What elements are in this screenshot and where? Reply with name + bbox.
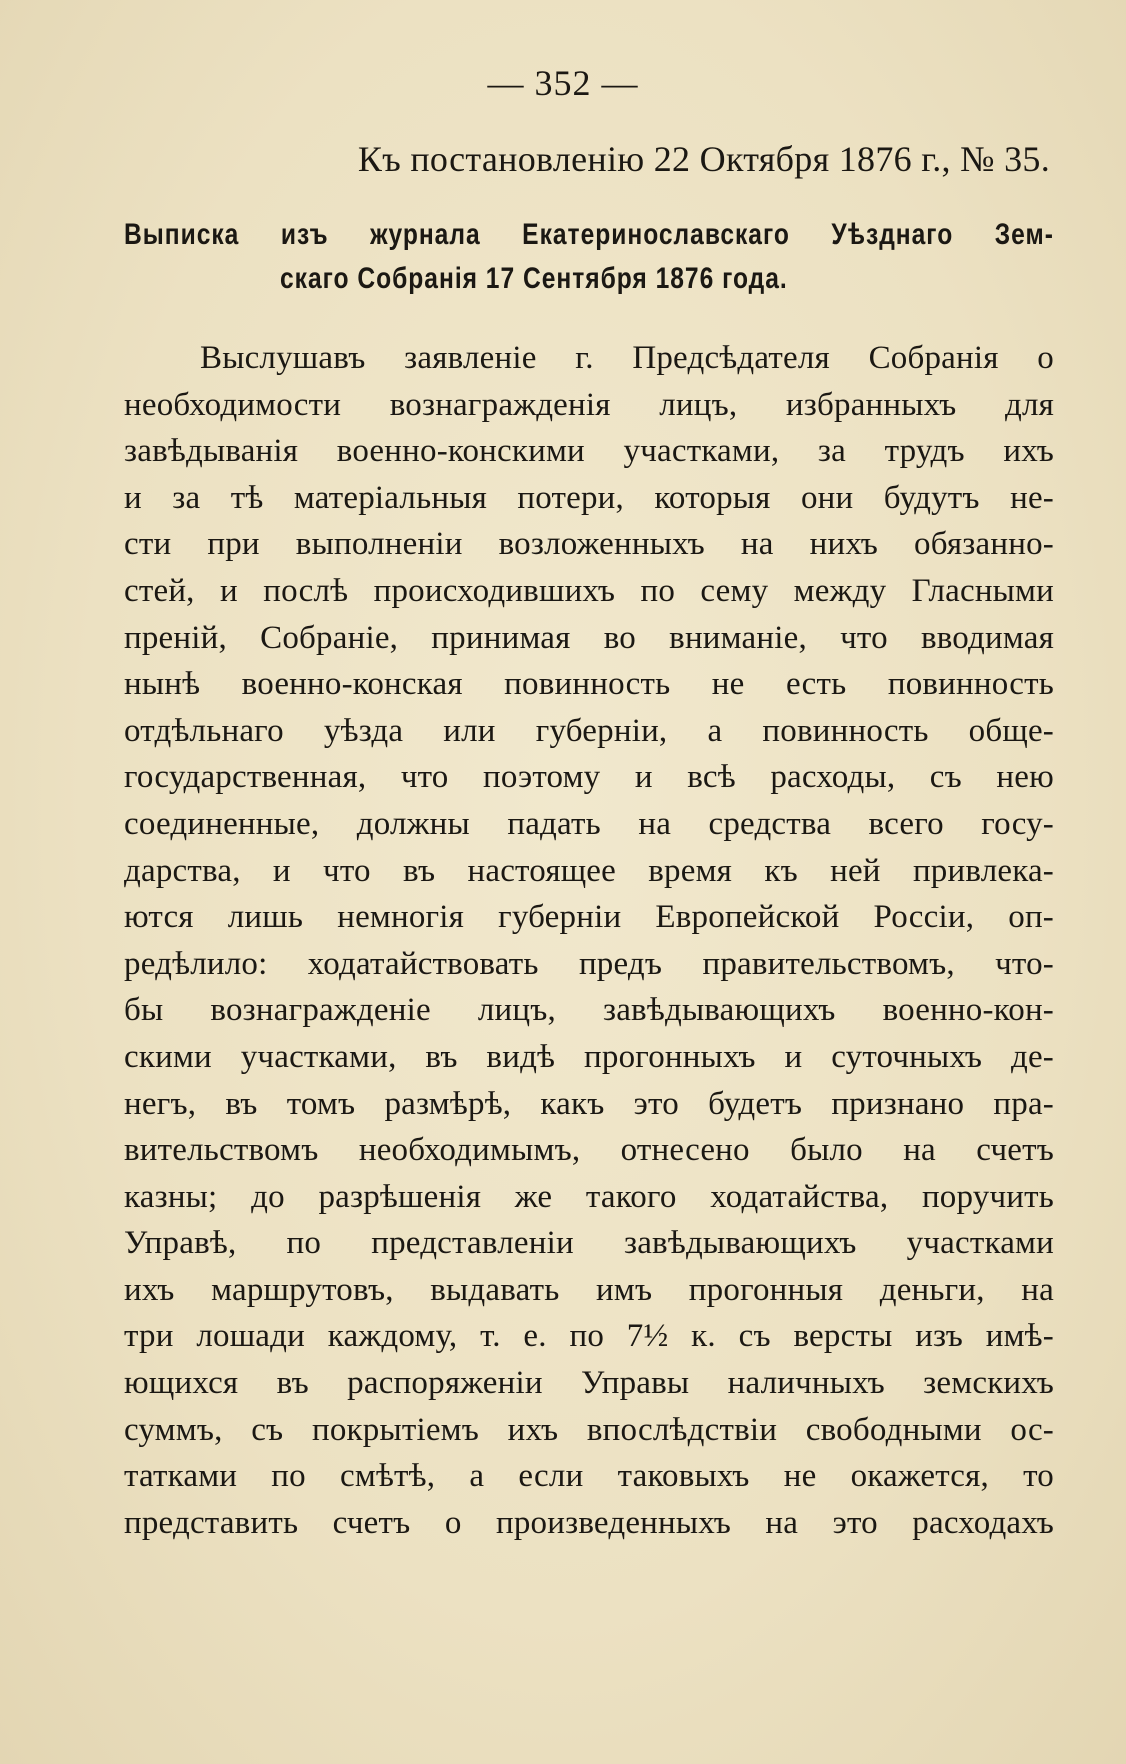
body-line: преній, Собраніе, принимая во вниманіе, что вводимая: [124, 619, 1054, 656]
body-line: представить счетъ о произведенныхъ на это расходахъ: [124, 1504, 1054, 1541]
page-number: — 352 —: [487, 63, 639, 103]
body-line: редѣлило: ходатайствовать предъ правительствомъ, что-: [124, 945, 1054, 982]
body-line: казны; до разрѣшенія же такого ходатайства, поручить: [124, 1178, 1054, 1215]
resolution-reference: Къ постановленію 22 Октября 1876 г., № 35.: [357, 139, 1050, 179]
body-line: дарства, и что въ настоящее время къ ней привлека-: [124, 852, 1054, 889]
body-line: Выслушавъ заявленіе г. Предсѣдателя Собранія о: [200, 340, 1054, 376]
body-line: ихъ маршрутовъ, выдавать имъ прогонныя деньги, на: [124, 1271, 1054, 1308]
body-line: суммъ, съ покрытіемъ ихъ впослѣдствіи свободными ос-: [124, 1411, 1054, 1448]
body-line: стей, и послѣ происходившихъ по сему между Гласными: [124, 572, 1054, 609]
body-text: [124, 335, 1054, 1546]
body-line: вительствомъ необходимымъ, отнесено было на счетъ: [124, 1132, 1054, 1169]
body-line: скими участками, въ видѣ прогонныхъ и суточныхъ де-: [124, 1038, 1054, 1075]
heading-line-1: Выписка изъ журнала Екатеринославскаго Уѣзднаго Зем-: [124, 218, 1054, 251]
body-line: необходимости вознагражденія лицъ, избранныхъ для: [124, 386, 1054, 423]
body-line: нынѣ военно-конская повинность не есть повинность: [124, 666, 1054, 703]
body-line: татками по смѣтѣ, а если таковыхъ не окажется, то: [124, 1458, 1054, 1495]
body-line: соединенные, должны падать на средства всего госу-: [124, 805, 1054, 842]
body-line: и за тѣ матеріальныя потери, которыя они будутъ не-: [124, 479, 1054, 516]
body-line: государственная, что поэтому и всѣ расходы, съ нею: [124, 759, 1054, 796]
body-line: сти при выполненіи возложенныхъ на нихъ обязанно-: [124, 526, 1054, 563]
body-line: ющихся въ распоряженіи Управы наличныхъ земскихъ: [124, 1365, 1054, 1402]
body-line: ются лишь немногія губерніи Европейской Россіи, оп-: [124, 899, 1054, 936]
body-line: три лошади каждому, т. е. по 7½ к. съ версты изъ имѣ-: [124, 1318, 1054, 1355]
heading-line-2: скаго Собранія 17 Сентября 1876 года.: [280, 262, 788, 295]
body-line: бы вознагражденіе лицъ, завѣдывающихъ военно-кон-: [124, 992, 1054, 1029]
body-line: негъ, въ томъ размѣрѣ, какъ это будетъ признано пра-: [124, 1085, 1054, 1122]
body-line: отдѣльнаго уѣзда или губерніи, а повинность обще-: [124, 712, 1054, 749]
body-line: Управѣ, по представленіи завѣдывающихъ участками: [124, 1225, 1054, 1262]
body-line: завѣдыванія военно-конскими участками, за трудъ ихъ: [124, 433, 1054, 470]
